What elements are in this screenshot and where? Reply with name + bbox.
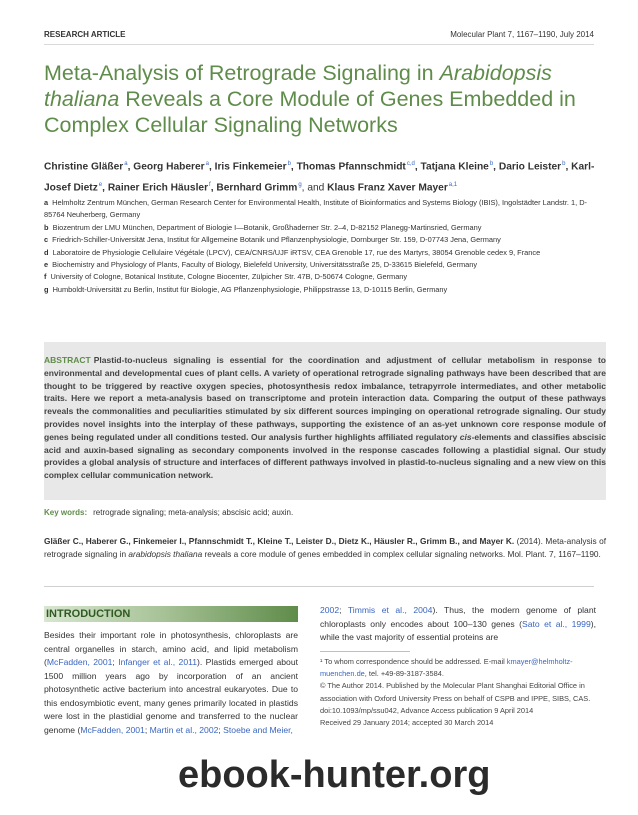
author-name: Iris Finkemeier	[214, 161, 287, 173]
author-name: Karl-Josef Dietz	[44, 161, 595, 194]
watermark: ebook-hunter.org	[178, 754, 491, 796]
copyright-note: © The Author 2014. Published by the Molecular Plant Shanghai Editorial Office in association with Oxford University Press on behalf of CSPB and IPPE, SIBS, CAS.	[320, 681, 591, 703]
journal-citation: Molecular Plant 7, 1167–1190, July 2014	[450, 30, 594, 39]
header-divider	[44, 44, 594, 45]
body-text: ;	[144, 724, 150, 735]
affiliation-list	[44, 197, 604, 296]
citation-authors: Gläßer C., Haberer G., Finkemeier I., Pfannschmidt T., Kleine T., Leister D., Dietz K., Häusler R., Grimm B., and Mayer K.	[44, 536, 515, 546]
author-affiliation-marker: f	[209, 182, 211, 189]
body-text: ). Plastids emerged about 1500 million years ago by incorporation of an ancient photosynthetic active bacterium into ancestral eukaryotes. Due to this endosymbiotic event, many genes primarily located in plastids were lost in the plastidial genome and transferred to the nuclear genome (	[44, 657, 298, 735]
author-affiliation-marker: e	[98, 182, 103, 189]
affiliation-label: e	[44, 260, 49, 270]
author-separator: ,	[414, 161, 421, 173]
affiliation-label: g	[44, 284, 49, 294]
affiliation-text: Laboratoire de Physiologie Cellulaire Végétale (LPCV), CEA/CNRS/UJF iRTSV, CEA Grenoble 17, rue des Martyrs, 38054 Grenoble cedex 9, France	[50, 247, 541, 257]
author-separator: ,	[493, 161, 499, 173]
affiliation-text: Helmholtz Zentrum München, German Research Center for Environmental Health, Institute of Bioinformatics and Systems Biology (IBIS), Ingolstädter Landstr. 1, D-85764 Neuherberg, Germany	[44, 198, 587, 220]
author-separator: ,	[208, 161, 215, 173]
intro-left-column	[44, 629, 298, 737]
correspondence-email-link[interactable]: kmayer@helmholtz-muenchen.de	[320, 657, 573, 679]
intro-heading: INTRODUCTION	[46, 608, 131, 620]
affiliation-label: b	[44, 222, 49, 232]
affiliation-item	[44, 222, 604, 234]
author-separator: ,	[210, 182, 217, 194]
body-text: ). Thus, the modern genome of plant chloroplasts only encodes about 100–130 genes (	[320, 605, 596, 629]
author-name: Dario Leister	[498, 161, 562, 173]
author-separator: ,	[127, 161, 134, 173]
body-text: ;	[218, 724, 224, 735]
author-affiliation-marker: g	[298, 182, 302, 189]
citation-post: reveals a core module of genes embedded in complex cellular signaling networks. Mol. Plant. 7, 1167–1190.	[202, 548, 601, 559]
section-label: RESEARCH ARTICLE	[44, 30, 126, 39]
affiliation-label: a	[44, 198, 49, 207]
abstract-text-1: Plastid-to-nucleus signaling is essential for the coordination and adjustment of cellular metabolism in response to environmental and developmental cues of plant cells. A variety of operational retrograde signaling pathways have been described that are thought to be triggered by reactive oxygen species, photosynthesis redox imbalance, tetrapyrrole intermediates, and other metabolic traits. Here we report a meta-analysis based on transcriptome and protein interaction data. Comparing the output of these pathways reveals the commonalities and peculiarities stimulated by six different sources impinging on operational retrograde signaling. Our study provides novel insights into the interplay of these pathways, supporting the existence of an as-yet unknown core response module of genes being regulated under all conditions tested. Our analysis further highlights affiliated regulatory	[44, 355, 606, 442]
author-affiliation-marker: a	[205, 161, 209, 167]
author-name: Tatjana Kleine	[420, 161, 489, 173]
citation-italic: arabidopsis thaliana	[128, 548, 203, 559]
affiliation-label: f	[44, 272, 47, 282]
affiliation-text: University of Cologne, Botanical Institute, Cologne Biocenter, Zülpicher Str. 47B, D-50674 Cologne, Germany	[48, 272, 408, 282]
doi-note: doi:10.1093/mp/ssu042, Advance Access publication 9 April 2014	[320, 705, 534, 715]
author-name: Bernhard Grimm	[216, 182, 298, 194]
affiliation-text: Biochemistry and Physiology of Plants, Faculty of Biology, Bielefeld University, Universitätsstraße 25, D-33615 Bielefeld, Germany	[50, 260, 478, 270]
author-affiliation-marker: c,d	[406, 161, 415, 167]
body-text: Besides their important role in photosynthesis, chloroplasts are central organelles in starch, amino acid, and lipid metabolism (	[44, 630, 298, 667]
author-name: Klaus Franz Xaver Mayer	[327, 182, 448, 194]
affiliation-item	[44, 234, 604, 246]
affiliation-item	[44, 197, 604, 222]
author-affiliation-marker: b	[287, 161, 291, 167]
author-affiliation-marker: a,1	[448, 182, 458, 189]
body-text: ;	[339, 605, 348, 615]
article-title	[44, 60, 604, 138]
reference-link[interactable]: Stoebe and Meier,	[223, 724, 293, 735]
affiliation-text: Humboldt-Universität zu Berlin, Institut für Biologie, AG Pflanzenphysiologie, Philippstrasse 13, D-10115 Berlin, Germany	[50, 284, 448, 294]
author-name: Thomas Pfannschmidt	[296, 161, 406, 173]
author-list	[44, 155, 600, 198]
affiliation-item	[44, 259, 604, 271]
reference-link[interactable]: Martin et al., 2002	[149, 724, 219, 735]
title-part2: Reveals a Core Module of Genes Embedded in Complex Cellular Signaling Networks	[44, 87, 576, 137]
suggested-citation	[44, 535, 606, 561]
author-separator: ,	[565, 161, 572, 173]
author-separator: ,	[290, 161, 297, 173]
keywords-text: retrograde signaling; meta-analysis; abscisic acid; auxin.	[93, 508, 294, 517]
affiliation-text: Friedrich-Schiller-Universität Jena, Institut für Allgemeine Botanik und Pflanzenphysiologie, Dornburger Str. 159, D-07743 Jena, Germany	[50, 235, 501, 245]
reference-link[interactable]: Timmis et al., 2004	[347, 605, 433, 615]
author-name: Rainer Erich Häusler	[107, 182, 209, 194]
keywords-label: Key words:	[44, 508, 88, 517]
author-affiliation-marker: b	[489, 161, 494, 167]
reference-link[interactable]: 2002	[320, 605, 340, 615]
abstract-italic: cis	[459, 431, 472, 442]
affiliation-label: c	[44, 235, 49, 245]
reference-link[interactable]: Infanger et al., 2011	[118, 657, 198, 667]
reference-link[interactable]: McFadden, 2001	[46, 657, 113, 667]
affiliation-label: d	[44, 247, 49, 257]
keywords	[44, 508, 293, 517]
correspondence-phone: , tel. +49-89-3187-3584.	[364, 669, 444, 679]
affiliation-item	[44, 284, 604, 296]
author-name: Georg Haberer	[133, 161, 205, 173]
author-separator: ,	[102, 182, 108, 194]
abstract-label: ABSTRACT	[44, 355, 91, 365]
affiliation-item	[44, 271, 604, 283]
affiliation-item	[44, 247, 604, 259]
author-affiliation-marker: a	[124, 161, 128, 167]
author-affiliation-marker: b	[562, 161, 566, 167]
section-divider	[44, 586, 594, 587]
reference-link[interactable]: McFadden, 2001	[80, 724, 145, 735]
abstract	[44, 354, 606, 482]
body-text: ;	[112, 657, 119, 667]
footnote-divider	[320, 651, 410, 652]
reference-link[interactable]: Sato et al., 1999	[522, 618, 591, 629]
footnotes	[320, 656, 596, 729]
abstract-text-2: -elements and classifies abscisic acid and auxin-based signaling as secondary components involved in the response cascades following a plastidial signal. Our study provides a global analysis of structure and interfaces of different pathways involved in plastid-to-nucleus signaling and a new view on this complex cellular communication network.	[44, 431, 606, 481]
author-separator: , and	[301, 182, 328, 194]
body-text: ), while the vast majority of essential proteins are	[320, 618, 596, 642]
title-part1: Meta-Analysis of Retrograde Signaling in	[44, 61, 440, 85]
intro-right-column	[320, 604, 596, 645]
correspondence-note	[320, 656, 596, 680]
affiliation-text: Biozentrum der LMU München, Department of Biologie I—Botanik, Großhaderner Str. 2–4, D-82152 Planegg-Martinsried, Germany	[50, 222, 482, 232]
citation-pre: (2014). Meta-analysis of retrograde signaling in	[44, 536, 606, 559]
author-name: Christine Gläßer	[44, 161, 124, 173]
correspondence-text: ¹ To whom correspondence should be addressed. E-mail	[320, 657, 507, 666]
title-species: Arabidopsis thaliana	[44, 61, 552, 111]
received-note: Received 29 January 2014; accepted 30 March 2014	[320, 718, 494, 728]
